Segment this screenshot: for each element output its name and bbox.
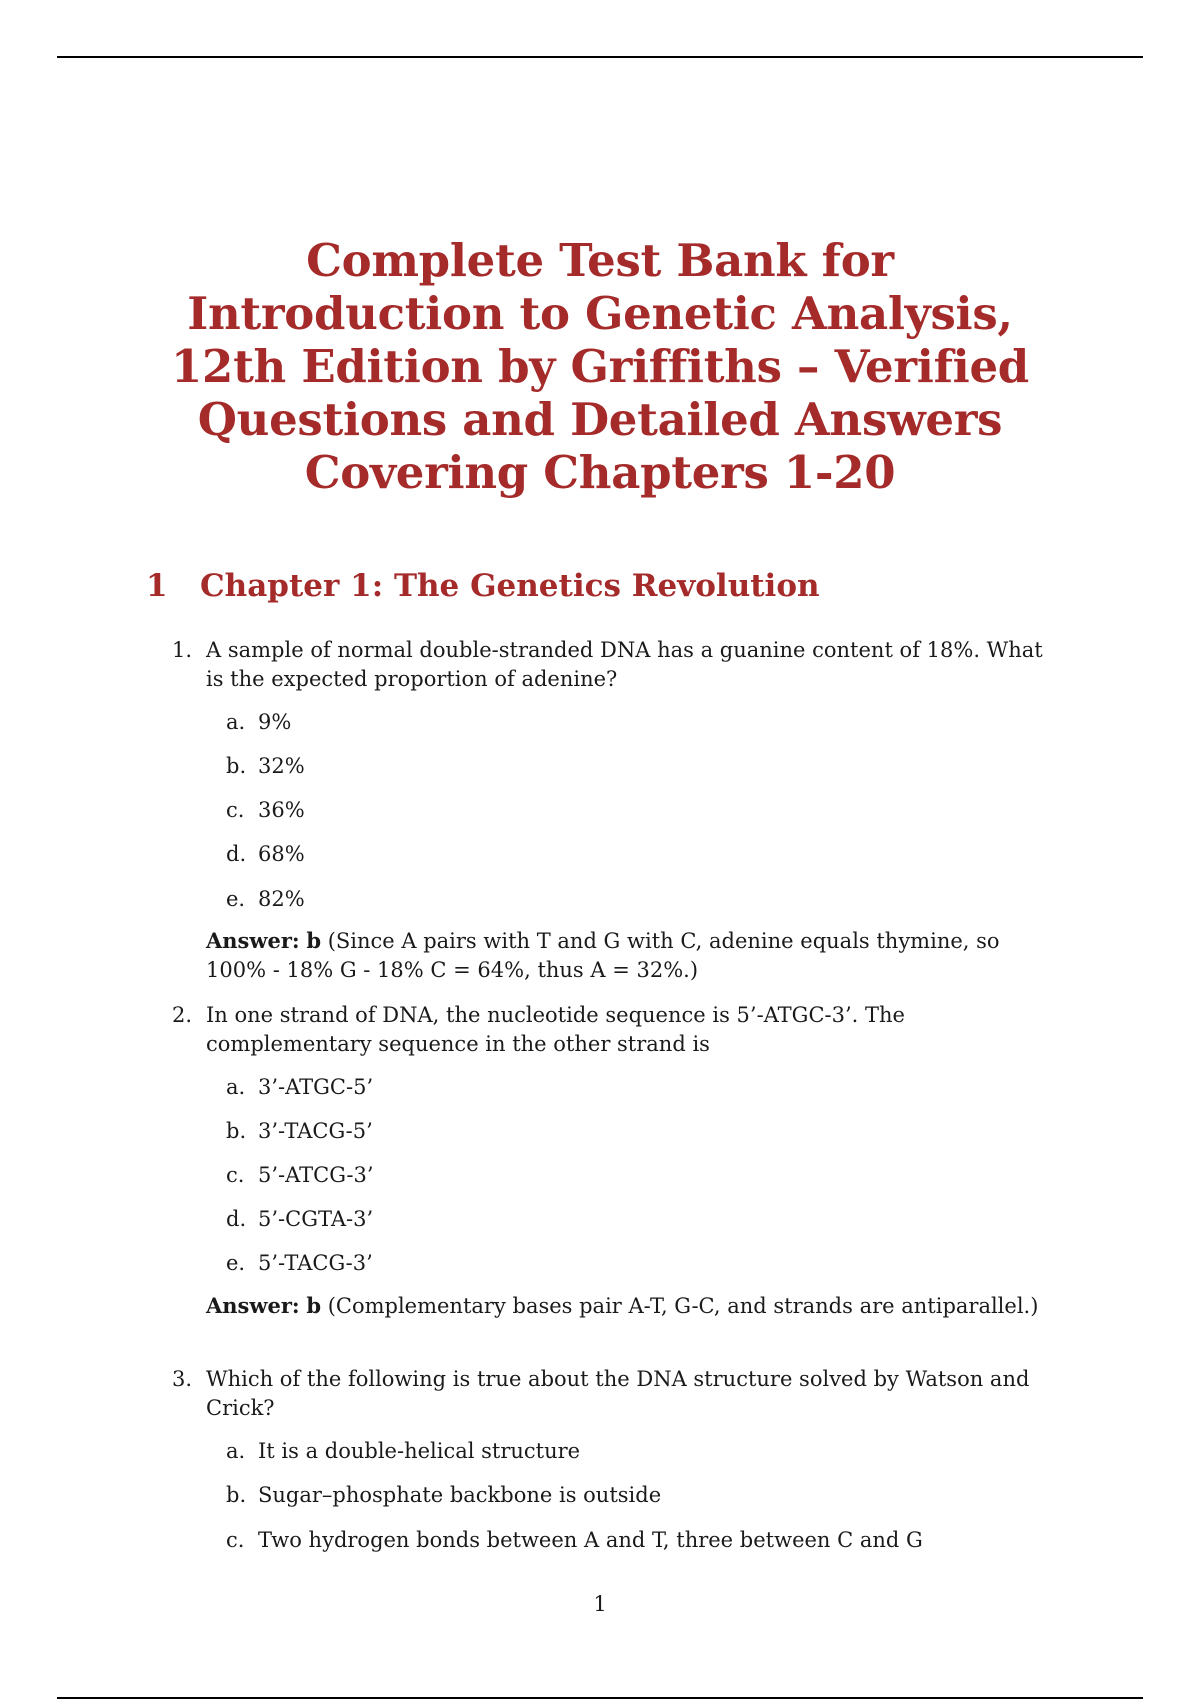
option-text: It is a double-helical structure	[258, 1439, 581, 1463]
answer-label: Answer:	[206, 1293, 300, 1318]
option-1d	[226, 840, 305, 869]
option-label: a.	[226, 710, 246, 734]
option-label: b.	[226, 1119, 247, 1143]
option-3c	[226, 1526, 923, 1555]
option-label: e.	[226, 1251, 246, 1275]
question-2	[172, 1001, 1058, 1059]
option-3a	[226, 1437, 580, 1466]
document-title: Complete Test Bank for Introduction to Genetic Analysis, 12th Edition by Griffiths – Verified Questions and Detailed Answers Covering Chapters 1-20	[171, 234, 1029, 499]
option-text: 82%	[258, 887, 305, 911]
option-label: e.	[226, 887, 246, 911]
option-label: c.	[226, 1528, 245, 1552]
option-2a	[226, 1073, 373, 1102]
option-text: 9%	[258, 710, 292, 734]
section-heading	[146, 566, 820, 606]
option-1b	[226, 752, 305, 781]
option-2e	[226, 1249, 373, 1278]
question-text: Which of the following is true about the DNA structure solved by Watson and Crick?	[206, 1367, 1030, 1420]
option-text: 32%	[258, 754, 305, 778]
answer-label: Answer:	[206, 928, 300, 953]
option-1a	[226, 708, 291, 737]
answer-1	[206, 926, 1058, 985]
option-2b	[226, 1117, 373, 1146]
option-3b	[226, 1481, 661, 1510]
question-number: 3.	[172, 1367, 193, 1391]
option-text: 3’-TACG-5’	[258, 1119, 373, 1143]
option-label: a.	[226, 1439, 246, 1463]
option-1e	[226, 885, 305, 914]
option-label: a.	[226, 1075, 246, 1099]
question-3	[172, 1365, 1058, 1423]
answer-explanation: (Complementary bases pair A-T, G-C, and strands are antiparallel.)	[321, 1294, 1039, 1318]
answer-letter: b	[306, 1293, 322, 1318]
option-text: 5’-TACG-3’	[258, 1251, 373, 1275]
section-title: Chapter 1: The Genetics Revolution	[200, 568, 820, 604]
option-text: Two hydrogen bonds between A and T, three between C and G	[258, 1528, 923, 1552]
footer-rule	[57, 1697, 1143, 1699]
option-text: Sugar–phosphate backbone is outside	[258, 1483, 662, 1507]
option-label: c.	[226, 798, 245, 822]
option-2d	[226, 1205, 373, 1234]
option-label: d.	[226, 1207, 247, 1231]
question-1	[172, 636, 1058, 694]
option-label: d.	[226, 842, 247, 866]
option-text: 36%	[258, 798, 305, 822]
option-text: 3’-ATGC-5’	[258, 1075, 374, 1099]
option-text: 5’-CGTA-3’	[258, 1207, 374, 1231]
question-text: A sample of normal double-stranded DNA has a guanine content of 18%. What is the expected proportion of adenine?	[206, 638, 1043, 691]
answer-explanation: (Since A pairs with T and G with C, adenine equals thymine, so 100% - 18% G - 18% C = 64%, thus A = 32%.)	[206, 929, 1000, 982]
header-rule	[57, 56, 1143, 58]
option-label: b.	[226, 754, 247, 778]
option-label: b.	[226, 1483, 247, 1507]
option-1c	[226, 796, 305, 825]
question-number: 1.	[172, 638, 193, 662]
option-label: c.	[226, 1163, 245, 1187]
option-2c	[226, 1161, 374, 1190]
page-number: 1	[593, 1592, 607, 1616]
option-text: 68%	[258, 842, 305, 866]
answer-letter: b	[306, 928, 322, 953]
question-text: In one strand of DNA, the nucleotide sequence is 5’-ATGC-3’. The complementary sequence in the other strand is	[206, 1003, 905, 1056]
answer-2	[206, 1291, 1058, 1321]
option-text: 5’-ATCG-3’	[258, 1163, 374, 1187]
section-number: 1	[146, 568, 168, 604]
question-number: 2.	[172, 1003, 193, 1027]
